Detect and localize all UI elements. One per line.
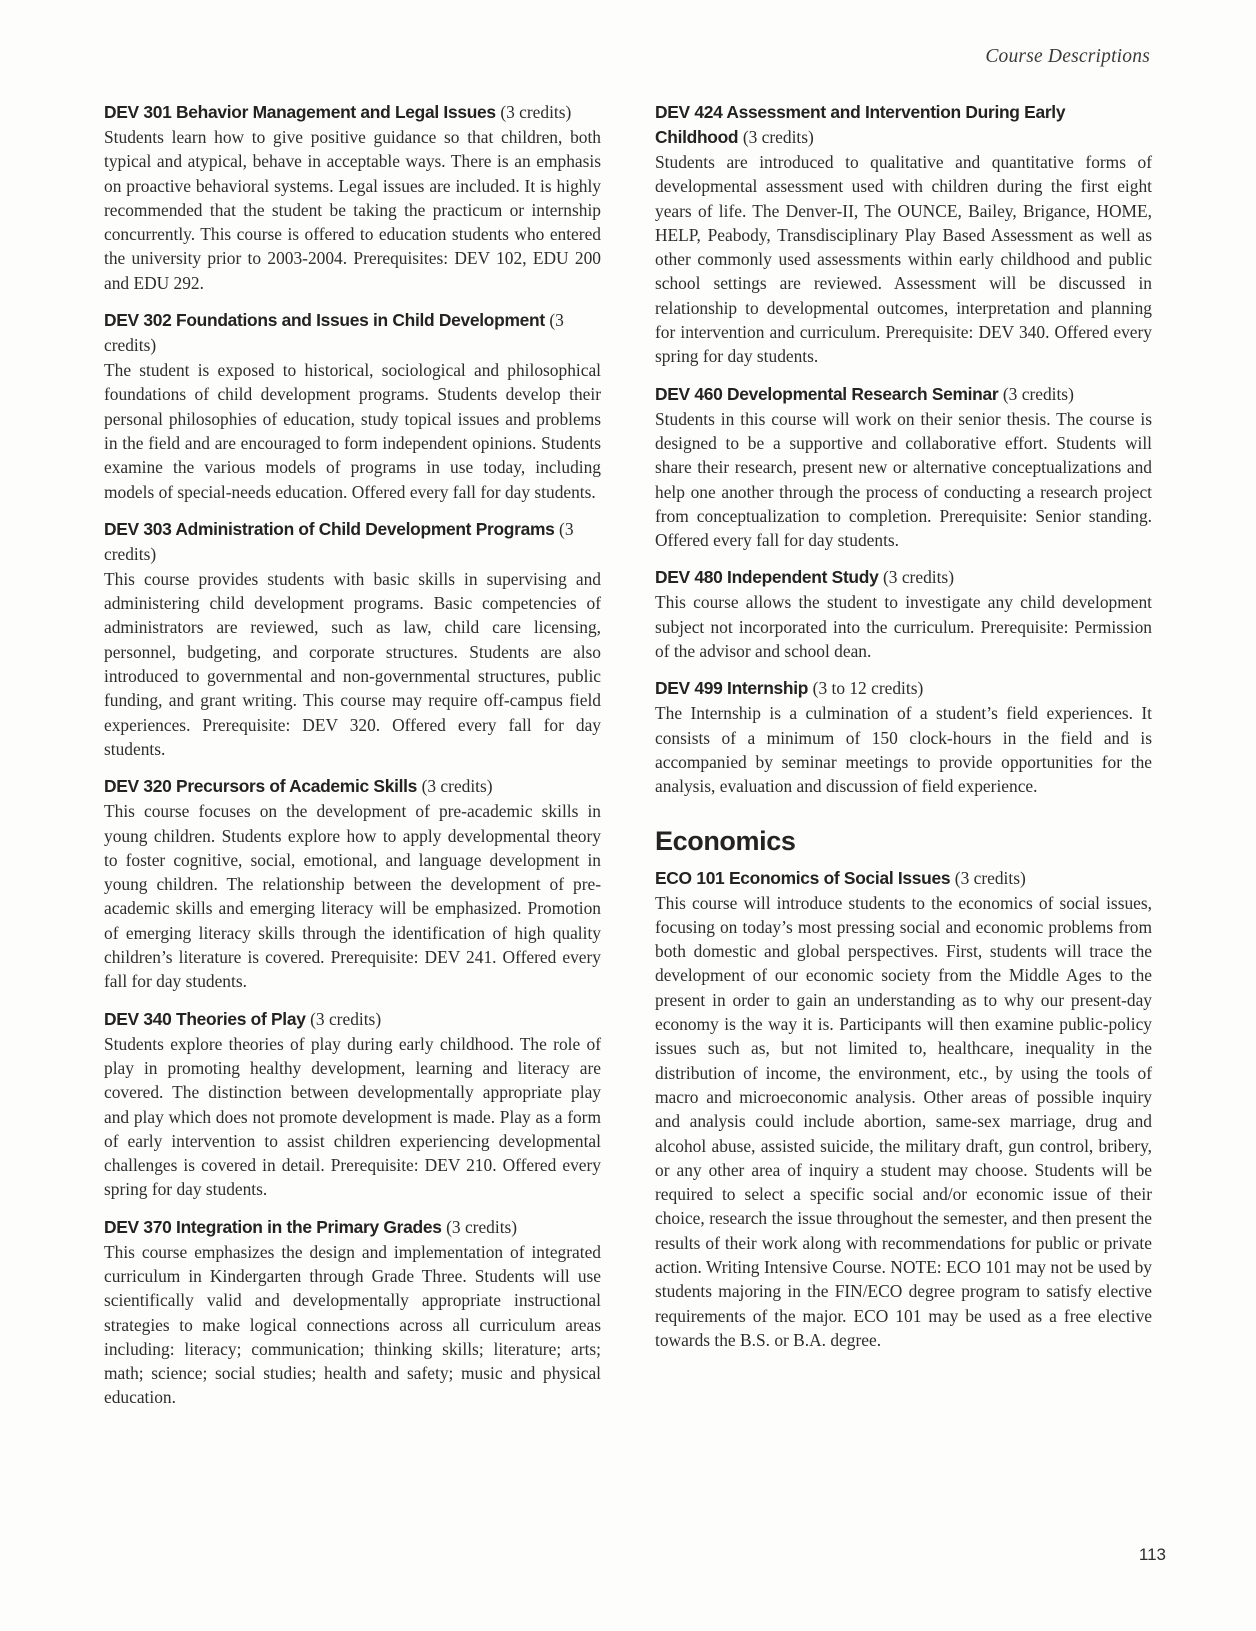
course-code-and-name: DEV 424 Assessment and Intervention During Early Childhood	[655, 102, 1066, 147]
course-code-and-name: DEV 340 Theories of Play	[104, 1008, 306, 1029]
course-entry	[655, 565, 1152, 663]
course-credits: (3 credits)	[310, 1008, 382, 1029]
course-credits: (3 credits)	[421, 776, 493, 797]
course-code-and-name: DEV 303 Administration of Child Development Programs	[104, 518, 555, 539]
course-credits: (3 credits)	[883, 567, 954, 588]
course-title	[104, 1215, 601, 1240]
course-code-and-name: DEV 302 Foundations and Issues in Child Development	[104, 310, 545, 331]
course-description: This course emphasizes the design and implementation of integrated curriculum in Kindergarten through Grade Three. Students will use scientifically valid and developmentally appropriate instructional strategies to make logical connections across all curriculum areas including: literacy; communication; thinking skills; literature; arts; math; science; social studies; health and safety; music and physical education.	[104, 1241, 601, 1408]
course-description: Students are introduced to qualitative and quantitative forms of developmental assessment used with children during the first eight years of life. The Denver-II, The OUNCE, Bailey, Brigance, HOME, HELP, Peabody, Transdisciplinary Play Based Assessment as well as other commonly used assessments within early childhood and public school settings are reviewed. Assessment will be discussed in relationship to developmental outcomes, interpretation and planning for intervention and curriculum. Prerequisite: DEV 340. Offered every spring for day students.	[655, 152, 1152, 367]
course-entry	[104, 1007, 601, 1202]
course-entry	[104, 517, 601, 761]
course-credits: (3 credits)	[104, 310, 564, 356]
running-header: Course Descriptions	[985, 46, 1150, 67]
course-credits: (3 to 12 credits)	[812, 678, 924, 699]
page-content	[104, 100, 1152, 1423]
course-credits: (3 credits)	[104, 518, 574, 564]
course-credits: (3 credits)	[742, 127, 814, 147]
course-description: Students in this course will work on their senior thesis. The course is designed to be a supportive and collaborative effort. Students will share their research, present new or alternative conceptualizations and help one another through the process of conducting a research project from conceptualization to completion. Prerequisite: Senior standing. Offered every fall for day students.	[655, 408, 1152, 551]
course-entry	[655, 676, 1152, 798]
course-title	[655, 565, 1152, 590]
course-title	[104, 100, 601, 125]
course-title	[104, 1007, 601, 1032]
course-entry	[655, 100, 1152, 369]
course-description: This course allows the student to investigate any child development subject not incorporated into the curriculum. Prerequisite: Permission of the advisor and school dean.	[655, 592, 1152, 662]
course-code-and-name: DEV 320 Precursors of Academic Skills	[104, 776, 418, 797]
course-title	[655, 382, 1152, 407]
course-description: This course provides students with basic skills in supervising and administering child development programs. Basic competencies of administrators are reviewed, such as law, child care licensing, personnel, budgeting, and corporate structures. Students are also introduced to governmental and non-governmental structures, public funding, and grant writing. This course may require off-campus field experiences. Prerequisite: DEV 320. Offered every fall for day students.	[104, 568, 601, 759]
course-entry	[104, 100, 601, 295]
right-column	[655, 100, 1152, 1423]
course-entry	[104, 308, 601, 504]
course-description: The student is exposed to historical, sociological and philosophical foundations of child development programs. Students develop their personal philosophies of education, study topical issues and problems in the field and are encouraged to form independent opinions. Students examine the various models of programs in use today, including models of special-needs education. Offered every fall for day students.	[104, 360, 601, 502]
course-title	[104, 774, 601, 799]
course-credits: (3 credits)	[500, 102, 572, 122]
course-code-and-name: DEV 499 Internship	[655, 678, 809, 699]
left-column	[104, 100, 601, 1423]
course-credits: (3 credits)	[1002, 383, 1074, 404]
course-description: The Internship is a culmination of a student’s field experiences. It consists of a minimum of 150 clock-hours in the field and is accompanied by seminar meetings to provide opportunities for the analysis, evaluation and discussion of field experience.	[655, 703, 1152, 797]
course-title	[655, 676, 1152, 701]
course-title	[655, 866, 1152, 891]
page-number: 113	[1138, 1545, 1166, 1564]
course-title	[104, 517, 601, 567]
course-code-and-name: DEV 460 Developmental Research Seminar	[655, 383, 999, 404]
subject-heading: Economics	[655, 825, 796, 856]
course-description: This course will introduce students to the economics of social issues, focusing on today’s most pressing social and economic problems from both domestic and global perspectives. First, students will trace the development of our economic society from the Middle Ages to the present in order to gain an understanding as to why our present-day economy is the way it is. Participants will then examine public-policy issues such as, but not limited to, healthcare, inequality in the distribution of income, the environment, etc., by using the tools of macro and microeconomic analysis. Other areas of possible inquiry and analysis could include abortion, same-sex marriage, drug and alcohol abuse, assisted suicide, the military draft, gun control, bribery, or any other area of inquiry a student may choose. Students will be required to select a specific social and/or economic issue of their choice, research the issue throughout the semester, and then present the results of their work along with recommendations for public or private action. Writing Intensive Course. NOTE: ECO 101 may not be used by students majoring in the FIN/ECO degree program to satisfy elective requirements of the major. ECO 101 may be used as a free elective towards the B.S. or B.A. degree.	[655, 892, 1152, 1350]
course-entry	[655, 866, 1152, 1353]
course-title	[655, 100, 1152, 150]
course-credits: (3 credits)	[446, 1216, 518, 1237]
course-description: This course focuses on the development of pre-academic skills in young children. Students explore how to apply developmental theory to foster cognitive, social, emotional, and language development in young children. The relationship between the development of pre-academic skills and emerging literacy will be emphasized. Promotion of emerging literacy skills through the identification of high quality children’s literature is covered. Prerequisite: DEV 241. Offered every fall for day students.	[104, 801, 601, 992]
course-code-and-name: DEV 301 Behavior Management and Legal Issues	[104, 102, 496, 122]
course-description: Students explore theories of play during early childhood. The role of play in promoting healthy development, learning and literacy are covered. The distinction between developmentally appropriate play and play which does not promote development is made. Play as a form of early intervention to assist children experiencing developmental challenges is covered in detail. Prerequisite: DEV 210. Offered every spring for day students.	[104, 1033, 601, 1200]
course-code-and-name: DEV 480 Independent Study	[655, 567, 879, 588]
course-code-and-name: ECO 101 Economics of Social Issues	[655, 867, 951, 888]
course-entry	[104, 774, 601, 993]
course-entry	[104, 1215, 601, 1410]
course-entry	[655, 382, 1152, 553]
course-credits: (3 credits)	[954, 867, 1026, 888]
course-description: Students learn how to give positive guidance so that children, both typical and atypical, behave in acceptable ways. There is an emphasis on proactive behavioral systems. Legal issues are included. It is highly recommended that the student be taking the practicum or internship concurrently. This course is offered to education students who entered the university prior to 2003-2004. Prerequisites: DEV 102, EDU 200 and EDU 292.	[104, 127, 601, 293]
course-code-and-name: DEV 370 Integration in the Primary Grades	[104, 1216, 442, 1237]
course-title	[104, 308, 601, 358]
